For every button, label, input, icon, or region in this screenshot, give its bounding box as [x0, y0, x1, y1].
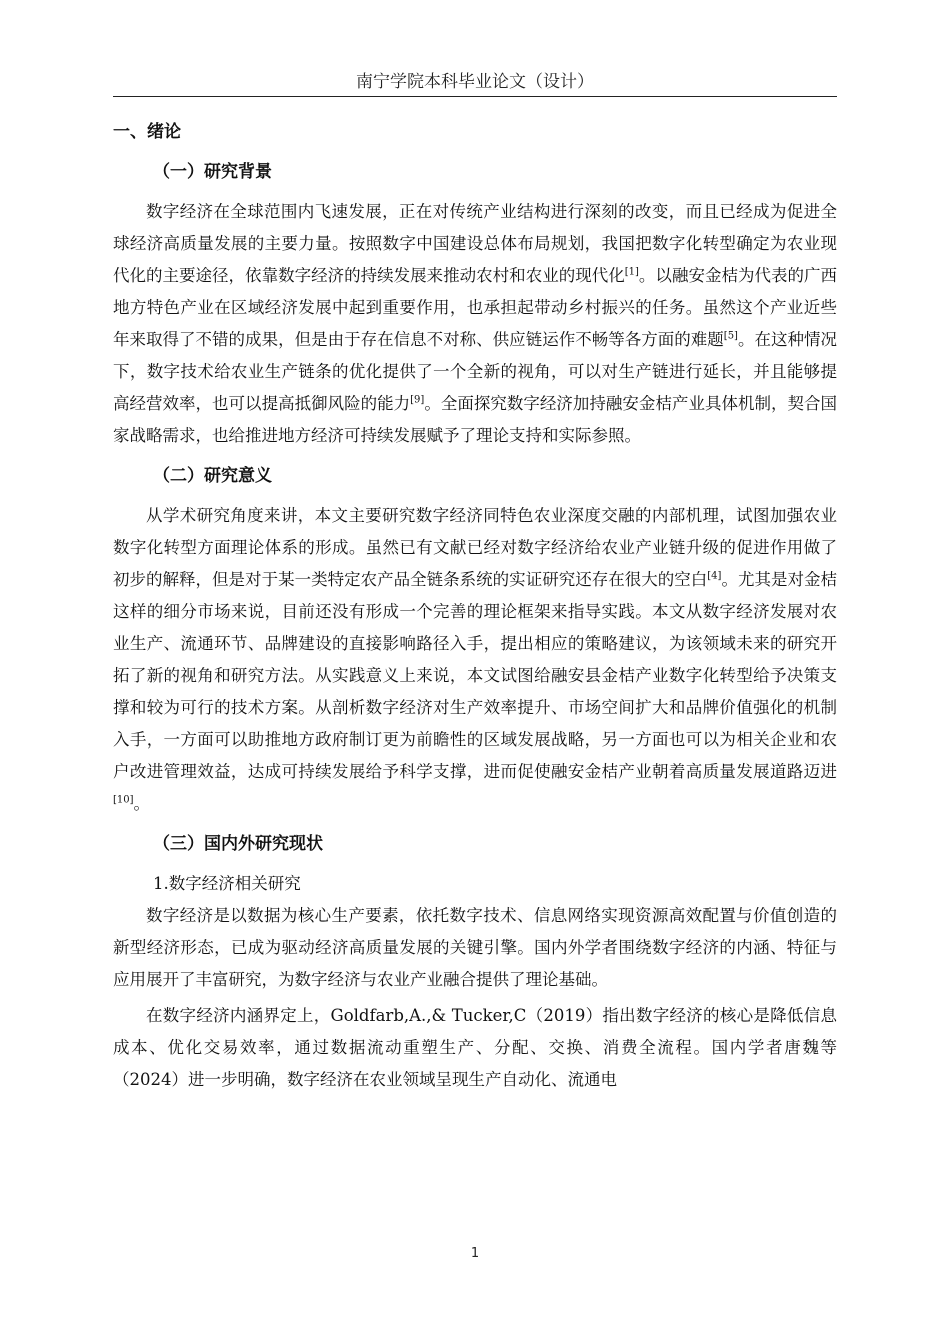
paragraph-background: [113, 196, 837, 452]
page-number: 1: [470, 1246, 480, 1261]
subsection-heading-research-status: （三）国内外研究现状: [153, 834, 323, 854]
paragraph-text: 。以融安金桔为代表的广西地方特色产业在区域经济发展中起到重要作用，也承担起带动乡村振兴的任务。虽然这个产业近些年来取得了不错的成果，但是由于存在信息不对称、供应链运作不畅等各方面的难题: [113, 266, 838, 349]
paragraph-text: 。尤其是对金桔这样的细分市场来说，目前还没有形成一个完善的理论框架来指导实践。本文从数字经济发展对农业生产、流通环节、品牌建设的直接影响路径入手，提出相应的策略建议，为该领域未来的研究开拓了新的视角和研究方法。从实践意义上来说，本文试图给融安县金桔产业数字化转型给予决策支撑和较为可行的技术方案。从剖析数字经济对生产效率提升、市场空间扩大和品牌价值强化的机制入手，一方面可以助推地方政府制订更为前瞻性的区域发展战略，另一方面也可以为相关企业和农户改进管理效益，达成可持续发展给予科学支撑，进而促使融安金桔产业朝着高质量发展道路迈进: [113, 570, 838, 781]
paragraph-text: 。: [133, 794, 151, 813]
paragraph-significance: [113, 500, 837, 820]
citation-marker: [9]: [410, 394, 425, 406]
citation-marker: [10]: [113, 794, 134, 806]
section-heading-introduction: 一、绪论: [113, 122, 181, 142]
subsection-heading-significance: （二）研究意义: [153, 466, 272, 486]
paragraph-text: 。全面探究数字经济加持融安金桔产业具体机制，契合国家战略需求，也给推进地方经济可持续发展赋予了理论支持和实际参照。: [113, 394, 838, 445]
paragraph-text: 。在这种情况下，数字技术给农业生产链条的优化提供了一个全新的视角，可以对生产链进行延长，并且能够提高经营效率，也可以提高抵御风险的能力: [113, 330, 838, 413]
page-header: [113, 70, 837, 97]
header-title: 南宁学院本科毕业论文（设计）: [356, 72, 594, 92]
subsection-heading-background: （一）研究背景: [153, 162, 272, 182]
citation-marker: [1]: [624, 266, 639, 278]
citation-marker: [5]: [723, 330, 738, 342]
paragraph-text: 从学术研究角度来讲，本文主要研究数字经济同特色农业深度交融的内部机理，试图加强农业数字化转型方面理论体系的形成。虽然已有文献已经对数字经济给农业产业链升级的促进作用做了初步的解释，但是对于某一类特定农产品全链条系统的实证研究还存在很大的空白: [113, 506, 837, 589]
paragraph-digital-economy-literature: 在数字经济内涵界定上，Goldfarb,A.,& Tucker,C（2019）指出数字经济的核心是降低信息成本、优化交易效率，通过数据流动重塑生产、分配、交换、消费全流程。国内学者唐魏等（2024）进一步明确，数字经济在农业领域呈现生产自动化、流通电: [113, 1006, 837, 1089]
paragraph-text: 数字经济在全球范围内飞速发展，正在对传统产业结构进行深刻的改变，而且已经成为促进全球经济高质量发展的主要力量。按照数字中国建设总体布局规划，我国把数字化转型确定为农业现代化的主要途径，依靠数字经济的持续发展来推动农村和农业的现代化: [113, 202, 837, 285]
sub-subsection-heading-digital-economy: 1.数字经济相关研究: [153, 874, 301, 893]
citation-marker: [4]: [707, 570, 722, 582]
document-body: [113, 116, 837, 1104]
paragraph-digital-economy-definition: 数字经济是以数据为核心生产要素，依托数字技术、信息网络实现资源高效配置与价值创造的新型经济形态，已成为驱动经济高质量发展的关键引擎。国内外学者围绕数字经济的内涵、特征与应用展开了丰富研究，为数字经济与农业产业融合提供了理论基础。: [113, 906, 837, 989]
